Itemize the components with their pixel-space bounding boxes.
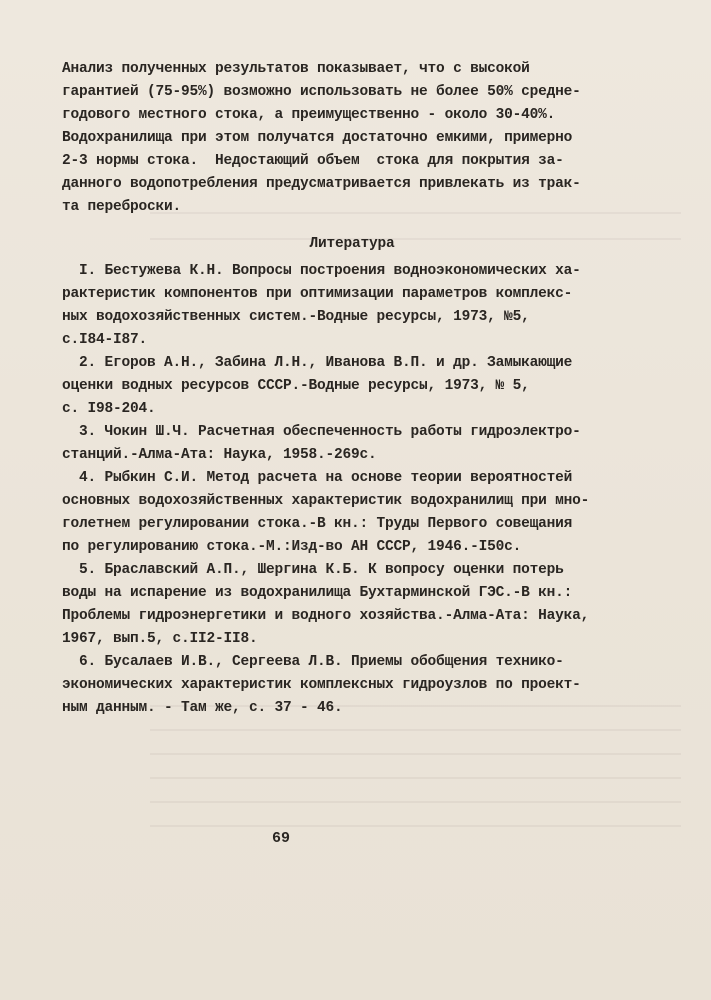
text-line: ных водохозяйственных систем.-Водные ресурсы, 1973, №5, bbox=[62, 309, 530, 325]
text-line: по регулированию стока.-М.:Изд-во АН СССР, 1946.-I50с. bbox=[62, 539, 522, 555]
text-line: та переброски. bbox=[62, 199, 182, 215]
text-line: Анализ полученных результатов показывает, что с высокой bbox=[62, 61, 530, 77]
text-line: с. I98-204. bbox=[62, 401, 156, 417]
text-line: Проблемы гидроэнергетики и водного хозяйства.-Алма-Ата: Наука, bbox=[62, 608, 590, 624]
text-line: данного водопотребления предусматривается привлекать из трак- bbox=[62, 176, 581, 192]
page-number: 69 bbox=[272, 830, 291, 847]
text-line: 2. Егоров А.Н., Забина Л.Н., Иванова В.П. и др. Замыкающие bbox=[62, 355, 573, 371]
text-line: Водохранилища при этом получатся достаточно емкими, примерно bbox=[62, 130, 573, 146]
bleed-through-line bbox=[150, 753, 681, 755]
intro-paragraph bbox=[62, 58, 622, 219]
reference-item bbox=[62, 260, 622, 352]
bleed-through-line bbox=[150, 825, 681, 827]
page-content bbox=[62, 58, 622, 720]
text-line: 3. Чокин Ш.Ч. Расчетная обеспеченность работы гидроэлектро- bbox=[62, 424, 581, 440]
reference-item bbox=[62, 421, 622, 467]
text-line: с.I84-I87. bbox=[62, 332, 148, 348]
reference-item bbox=[62, 467, 622, 559]
text-line: 4. Рыбкин С.И. Метод расчета на основе теории вероятностей bbox=[62, 470, 573, 486]
text-line: экономических характеристик комплексных гидроузлов по проект- bbox=[62, 677, 581, 693]
reference-item bbox=[62, 352, 622, 421]
text-line: оценки водных ресурсов СССР.-Водные ресурсы, 1973, № 5, bbox=[62, 378, 530, 394]
text-line: 6. Бусалаев И.В., Сергеева Л.В. Приемы обобщения технико- bbox=[62, 654, 564, 670]
text-line: рактеристик компонентов при оптимизации параметров комплекс- bbox=[62, 286, 573, 302]
reference-list bbox=[62, 260, 622, 720]
text-line: голетнем регулировании стока.-В кн.: Труды Первого совещания bbox=[62, 516, 573, 532]
bleed-through-line bbox=[150, 801, 681, 803]
text-line: станций.-Алма-Ата: Наука, 1958.-269с. bbox=[62, 447, 377, 463]
bleed-through-line bbox=[150, 777, 681, 779]
text-line: основных водохозяйственных характеристик водохранилищ при мно- bbox=[62, 493, 590, 509]
text-line: годового местного стока, а преимущественно - около 30-40%. bbox=[62, 107, 556, 123]
text-line: 2-3 нормы стока. Недостающий объем стока для покрытия за- bbox=[62, 153, 564, 169]
reference-item bbox=[62, 651, 622, 720]
text-line: I. Бестужева К.Н. Вопросы построения водноэкономических ха- bbox=[62, 263, 581, 279]
reference-item bbox=[62, 559, 622, 651]
section-heading: Литература bbox=[309, 236, 395, 252]
text-line: ным данным. - Там же, с. 37 - 46. bbox=[62, 700, 343, 716]
text-line: гарантией (75-95%) возможно использовать не более 50% средне- bbox=[62, 84, 581, 100]
text-line: воды на испарение из водохранилища Бухтарминской ГЭС.-В кн.: bbox=[62, 585, 573, 601]
bleed-through-line bbox=[150, 729, 681, 731]
text-line: 5. Браславский А.П., Шергина К.Б. К вопросу оценки потерь bbox=[62, 562, 564, 578]
text-line: 1967, вып.5, с.II2-II8. bbox=[62, 631, 258, 647]
